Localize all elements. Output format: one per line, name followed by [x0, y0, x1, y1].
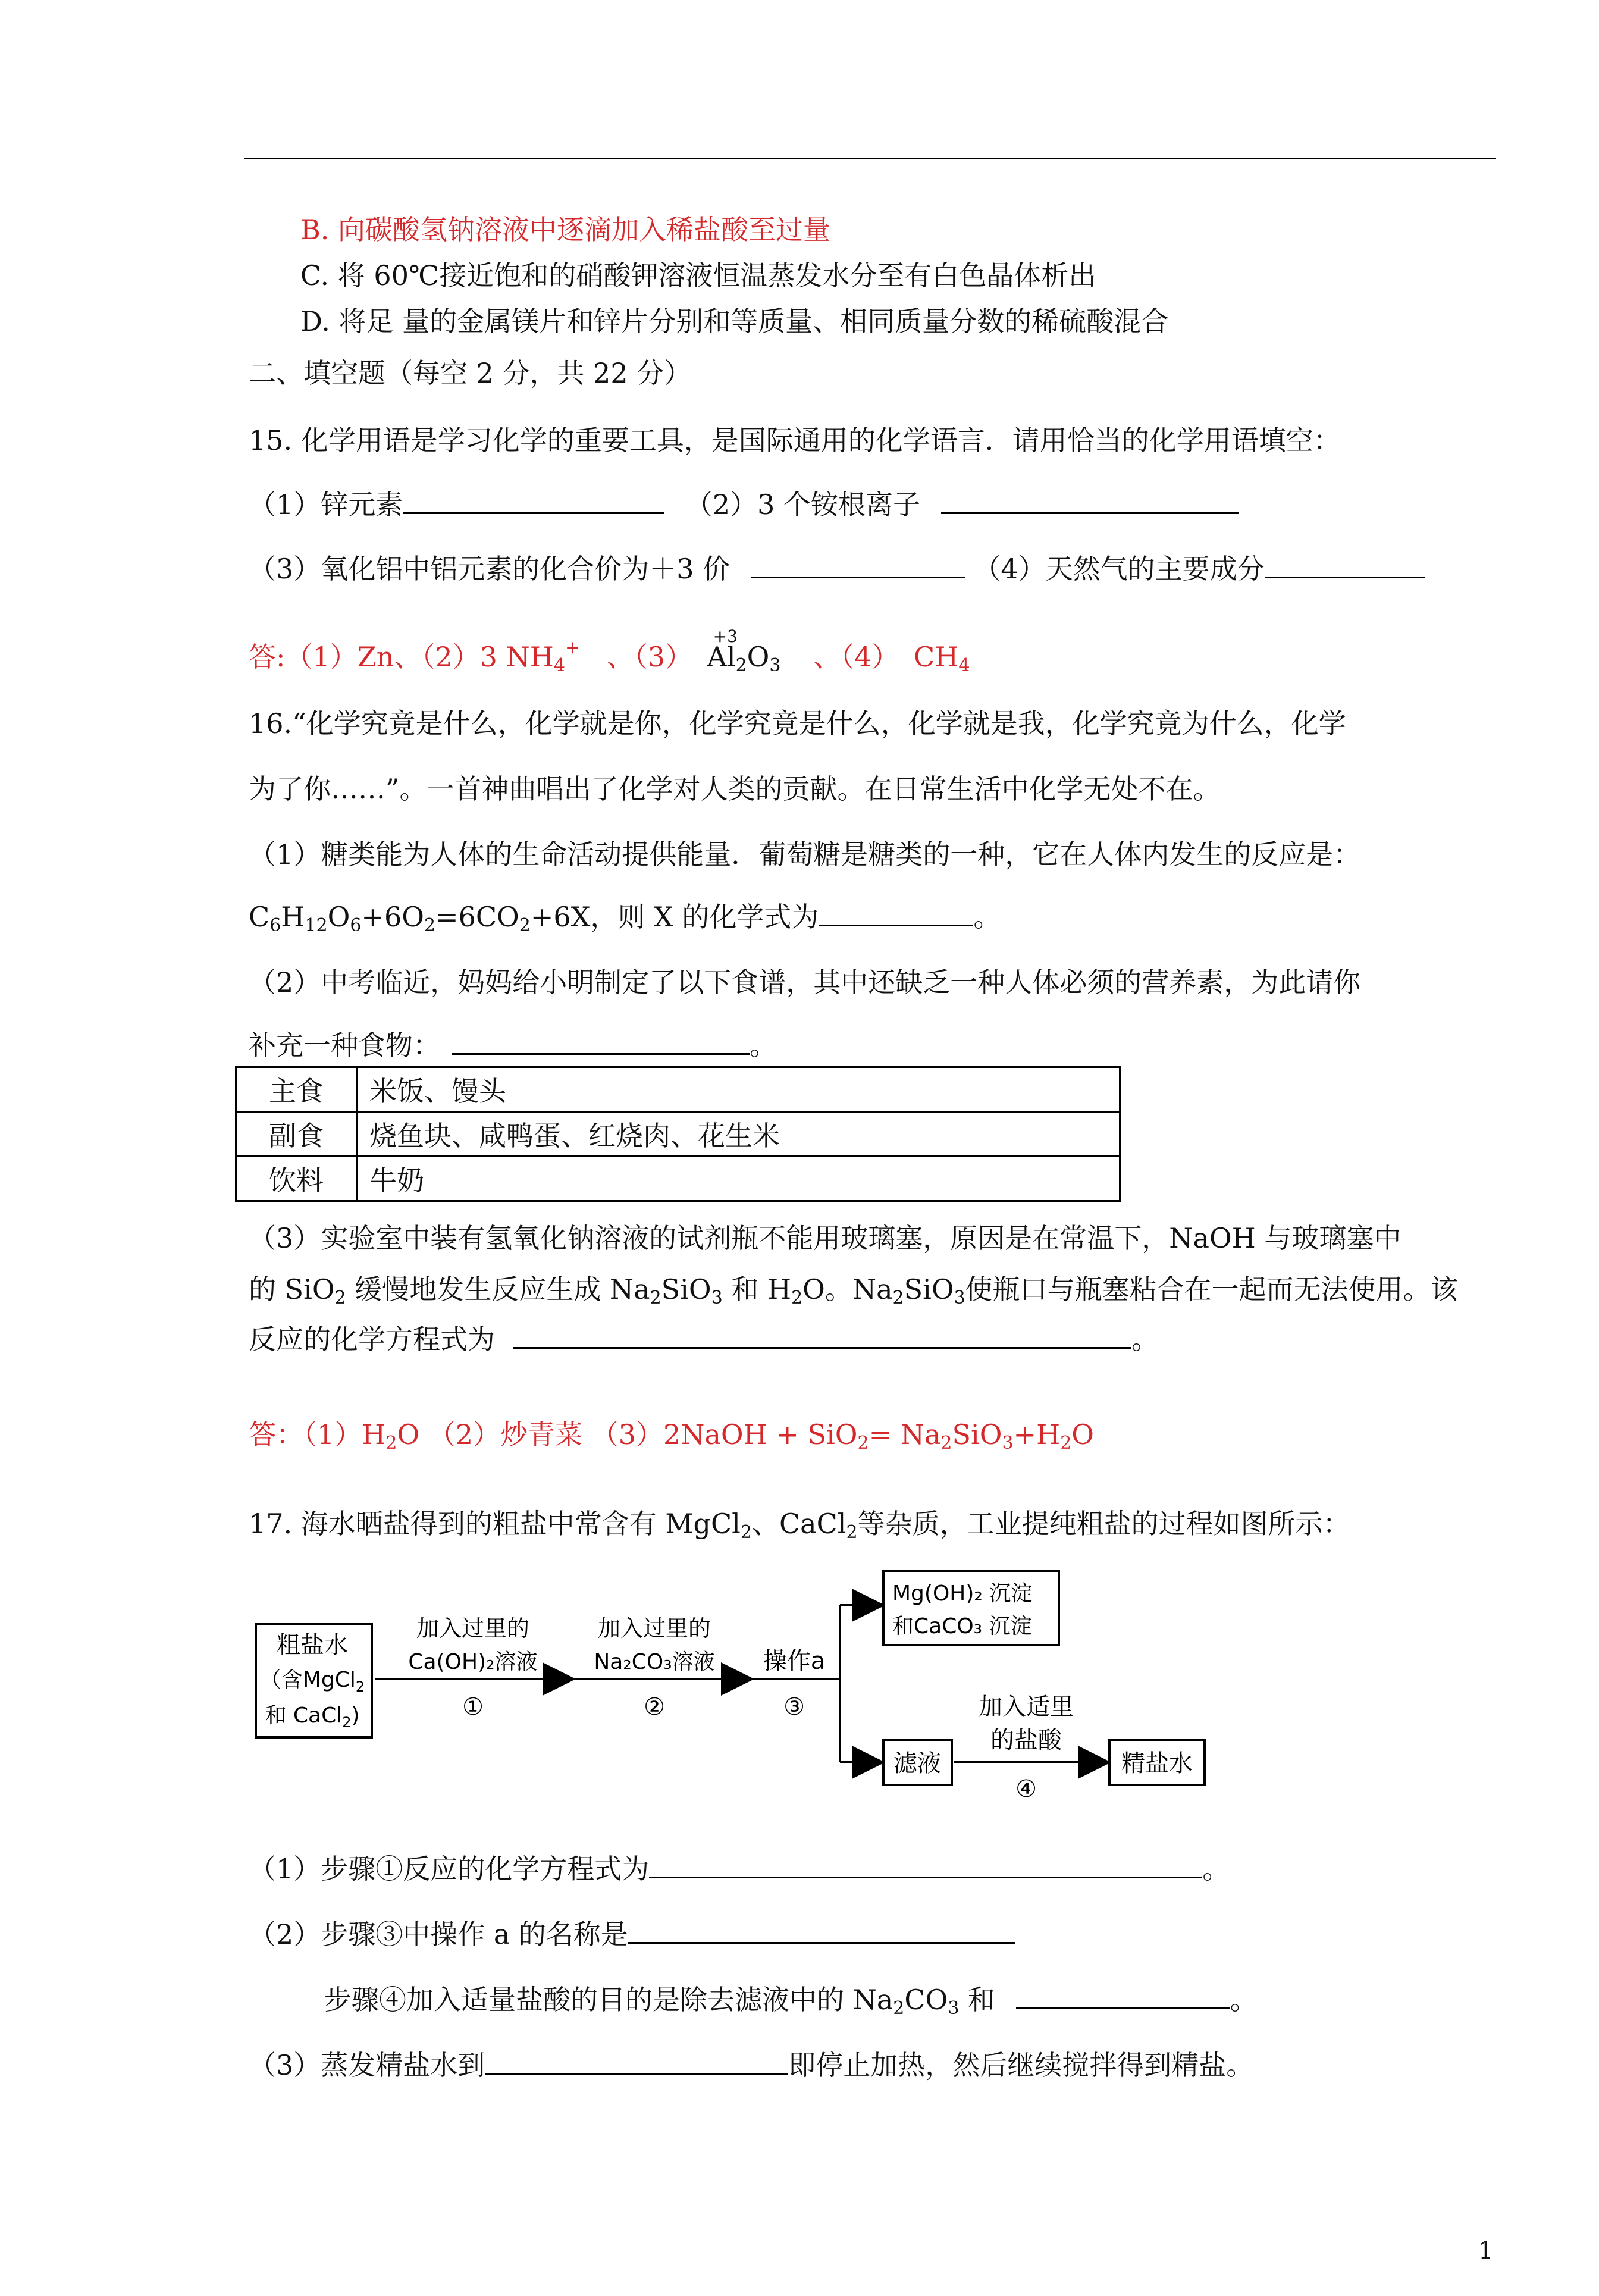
q15-p2: （2）3 个铵根离子: [685, 488, 921, 521]
q15-row2: [249, 550, 1425, 587]
op-num: ③: [783, 1693, 805, 1721]
valence-mark: +3: [713, 627, 738, 646]
q16-stem1: 16.“化学究竟是什么，化学就是你，化学究竟是什么，化学就是我，化学究竟为什么，化学: [249, 707, 1346, 740]
menu-key: 副食: [236, 1112, 357, 1157]
menu-table: [235, 1066, 1121, 1202]
menu-key: 主食: [236, 1067, 357, 1112]
step1-top: 加入过里的: [416, 1615, 530, 1642]
step2-bot: Na₂CO₃溶液: [594, 1650, 715, 1674]
q17-p2b: 步骤④加入适量盐酸的目的是除去滤液中的 Na: [324, 1984, 893, 2016]
q16-p3b-tail: 使瓶口与瓶塞粘合在一起而无法使用。该: [965, 1273, 1458, 1305]
step2-top: 加入过里的: [597, 1615, 711, 1642]
q17-p1-row: （1）步骤①反应的化学方程式为 。: [249, 1850, 1230, 1887]
menu-key: 饮料: [236, 1157, 357, 1201]
filtrate-label: 滤液: [893, 1750, 941, 1777]
q16-answer-a: 答：（1）H: [249, 1418, 386, 1451]
ppt-line-2: 和CaCO₃ 沉淀: [892, 1614, 1032, 1639]
q15-answer-sep4: 、（4）: [813, 641, 899, 673]
q17-stem-tail: 等杂质，工业提纯粗盐的过程如图所示：: [857, 1508, 1350, 1540]
q17-blank3[interactable]: [1016, 1981, 1230, 2009]
q15-answer: 答:（1）Zn、（2）3 $NH_4^+$ 、（3） +3 $Al_2O_3$ 、（4） $CH_4$: [249, 638, 970, 675]
step2-num: ②: [644, 1693, 665, 1721]
q16-p3c-row: 反应的化学方程式为 。: [249, 1321, 1159, 1358]
al2o3-formula: +3 $Al_2O_3$: [707, 638, 781, 675]
q16-answer-b: O （2）炒青菜 （3）2NaOH + SiO: [397, 1418, 858, 1451]
header-rule: [244, 158, 1496, 159]
q17-p2-row: [249, 1916, 1015, 1953]
q16-p3c: 反应的化学方程式为: [249, 1323, 495, 1355]
q15-p4: （4）天然气的主要成分: [973, 553, 1265, 585]
step4-mid: 的盐酸: [990, 1727, 1062, 1754]
menu-value: 牛奶: [357, 1157, 1120, 1201]
q15-answer-prefix: 答:（1）Zn、（2）3 NH: [249, 641, 554, 673]
q17-p3b: 即停止加热，然后继续搅拌得到精盐。: [788, 2049, 1254, 2081]
option-b: B. 向碳酸氢钠溶液中逐滴加入稀盐酸至过量: [300, 214, 831, 246]
q16-p3a: （3）实验室中装有氢氧化钠溶液的试剂瓶不能用玻璃塞，原因是在常温下，NaOH 与玻璃塞中: [249, 1222, 1402, 1254]
crude-label-3: 和 CaCl$_2$): [265, 1703, 360, 1731]
pure-label: 精盐水: [1121, 1750, 1193, 1777]
ppt-line-1: Mg(OH)₂ 沉淀: [892, 1581, 1033, 1606]
q15-blank4[interactable]: [1265, 550, 1425, 578]
q16-blank2[interactable]: [452, 1027, 750, 1055]
menu-value: 米饭、馒头: [357, 1067, 1120, 1112]
q16-answer-c: = Na: [869, 1418, 941, 1451]
option-d: D. 将足 量的金属镁片和锌片分别和等质量、相同质量分数的稀硫酸混合: [300, 305, 1169, 337]
q15-blank2[interactable]: [941, 486, 1239, 514]
q17-p2b-row: 步骤④加入适量盐酸的目的是除去滤液中的 $Na_2CO_3$ 和 。: [324, 1981, 1258, 2018]
q16-p2b-row: 补充一种食物： 。: [249, 1027, 777, 1064]
q15-answer-ch4: CH: [914, 641, 959, 673]
page-number: 1: [1478, 2237, 1494, 2264]
op-label: 操作a: [763, 1647, 826, 1675]
q16-p2a: （2）中考临近，妈妈给小明制定了以下食谱，其中还缺乏一种人体必须的营养素，为此请你: [249, 966, 1361, 998]
step1-num: ①: [462, 1693, 484, 1721]
step4-num: ④: [1015, 1775, 1037, 1803]
step1-bot: Ca(OH)₂溶液: [408, 1650, 538, 1674]
step4-top: 加入适里: [979, 1693, 1074, 1721]
q15-answer-sep3: 、（3）: [606, 641, 693, 673]
crude-label-2-text: （含MgCl: [259, 1668, 356, 1692]
table-row: [236, 1067, 1120, 1112]
q17-stem: 17. 海水晒盐得到的粗盐中常含有 MgCl$_2$、CaCl$_2$等杂质，工业提纯粗盐的过程如图所示：: [249, 1508, 1350, 1543]
q17-stem-text: 17. 海水晒盐得到的粗盐中常含有 MgCl: [249, 1508, 741, 1540]
q17-blank2[interactable]: [628, 1916, 1015, 1944]
table-row: [236, 1112, 1120, 1157]
q16-p1b: $C_6H_{12}O_6+6O_2=6CO_2+6X$，则 X 的化学式为 。: [249, 898, 1001, 935]
option-c: C. 将 60℃接近饱和的硝酸钾溶液恒温蒸发水分至有白色晶体析出: [300, 259, 1096, 292]
q15-stem: 15. 化学用语是学习化学的重要工具，是国际通用的化学语言．请用恰当的化学用语填空：: [249, 424, 1341, 456]
flow-diagram: [250, 1559, 1261, 1809]
q16-p1a: （1）糖类能为人体的生命活动提供能量．葡萄糖是糖类的一种，它在人体内发生的反应是：: [249, 838, 1361, 870]
q15-row1: [249, 486, 1239, 523]
table-row: [236, 1157, 1120, 1201]
q16-p3b: 的 SiO$_2$ 缓慢地发生反应生成 $Na_2SiO_3$ 和 $H_2O$。$Na_2SiO_3$使瓶口与瓶塞粘合在一起而无法使用。该: [249, 1273, 1458, 1308]
crude-label-3-text: 和 CaCl: [265, 1703, 343, 1728]
q16-p2b: 补充一种食物：: [249, 1029, 440, 1061]
q17-p1: （1）步骤①反应的化学方程式为: [249, 1853, 650, 1885]
q17-blank1[interactable]: [649, 1850, 1202, 1878]
q17-p3a: （3）蒸发精盐水到: [249, 2049, 485, 2081]
q15-p3: （3）氧化铝中铝元素的化合价为＋3 价: [249, 553, 730, 585]
q16-blank3[interactable]: [513, 1321, 1131, 1349]
q17-blank4[interactable]: [485, 2047, 788, 2075]
q15-p1: （1）锌元素: [249, 488, 403, 521]
menu-value: 烧鱼块、咸鸭蛋、红烧肉、花生米: [357, 1112, 1120, 1157]
q15-blank1[interactable]: [403, 486, 664, 514]
q17-p2b-tail: 和: [968, 1984, 996, 2016]
q16-answer: 答：$(1)H_2O$ （2）炒青菜 （3）2NaOH + $SiO_2= Na_2SiO_3+H_2O$: [249, 1418, 1095, 1454]
q16-stem2: 为了你……”。一首神曲唱出了化学对人类的贡献。在日常生活中化学无处不在。: [249, 773, 1221, 805]
q17-p2: （2）步骤③中操作 a 的名称是: [249, 1918, 628, 1950]
crude-label-2: （含MgCl$_2$: [259, 1668, 365, 1695]
q17-p3-row: [249, 2047, 1253, 2084]
q15-blank3[interactable]: [751, 550, 965, 578]
q16-p1b-tail: ，则 X 的化学式为: [590, 901, 819, 933]
crude-label-1: 粗盐水: [277, 1631, 348, 1659]
q16-blank1[interactable]: [819, 898, 973, 926]
section-title: 二、填空题（每空 2 分，共 22 分）: [249, 357, 692, 389]
